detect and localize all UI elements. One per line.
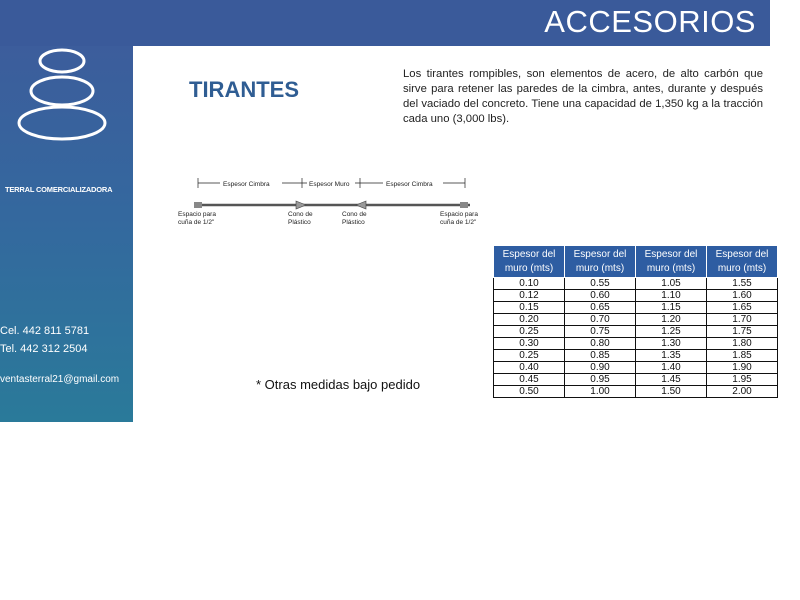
label-espesor-cimbra-right: Espesor Cimbra bbox=[386, 181, 433, 188]
cell-phone: Cel. 442 811 5781 bbox=[0, 325, 90, 337]
header-line2: muro (mts) bbox=[575, 262, 625, 274]
table-cell: 0.65 bbox=[565, 302, 636, 314]
other-sizes-note: * Otras medidas bajo pedido bbox=[256, 377, 421, 392]
table-cell: 0.70 bbox=[565, 314, 636, 326]
header-line2: muro (mts) bbox=[717, 262, 767, 274]
table-header-row bbox=[494, 246, 778, 278]
table-row bbox=[494, 350, 778, 362]
table-cell: 1.35 bbox=[636, 350, 707, 362]
table-cell: 0.25 bbox=[494, 350, 565, 362]
label-cono-1-line2: Plástico bbox=[288, 219, 311, 226]
table-row bbox=[494, 278, 778, 290]
product-description: Los tirantes rompibles, son elementos de acero, de alto carbón que sirve para retener las paredes de la cimbra, antes, durante y después del vaciado del concreto. Tiene una capacidad de 1,350 kg a la tracción cada uno (3,000 lbs). bbox=[403, 68, 763, 125]
table-cell: 1.45 bbox=[636, 374, 707, 386]
table-cell: 0.60 bbox=[565, 290, 636, 302]
label-espacio-right-2: cuña de 1/2" bbox=[440, 219, 477, 226]
table-row bbox=[494, 302, 778, 314]
tie-rod-diagram bbox=[170, 175, 495, 235]
dimensions-table bbox=[493, 245, 778, 398]
table-cell: 0.10 bbox=[494, 278, 565, 290]
table-row bbox=[494, 290, 778, 302]
label-espesor-cimbra-left: Espesor Cimbra bbox=[223, 181, 270, 188]
table-row bbox=[494, 326, 778, 338]
table-cell: 2.00 bbox=[707, 386, 778, 398]
table-cell: 1.10 bbox=[636, 290, 707, 302]
table-cell: 1.60 bbox=[707, 290, 778, 302]
label-espacio-left-2: cuña de 1/2" bbox=[178, 219, 215, 226]
table-header-cell bbox=[494, 246, 565, 278]
table-row bbox=[494, 338, 778, 350]
table-cell: 0.20 bbox=[494, 314, 565, 326]
header-line1: Espesor del bbox=[573, 248, 627, 260]
table-cell: 0.12 bbox=[494, 290, 565, 302]
table-cell: 0.30 bbox=[494, 338, 565, 350]
table-cell: 0.15 bbox=[494, 302, 565, 314]
table-cell: 1.20 bbox=[636, 314, 707, 326]
table-cell: 0.85 bbox=[565, 350, 636, 362]
table-cell: 0.90 bbox=[565, 362, 636, 374]
table-cell: 1.25 bbox=[636, 326, 707, 338]
table-row bbox=[494, 374, 778, 386]
table-header-cell bbox=[565, 246, 636, 278]
header-line2: muro (mts) bbox=[646, 262, 696, 274]
header-line2: muro (mts) bbox=[504, 262, 554, 274]
product-title: TIRANTES bbox=[189, 77, 299, 102]
header-line1: Espesor del bbox=[715, 248, 769, 260]
table-row bbox=[494, 314, 778, 326]
table-cell: 0.75 bbox=[565, 326, 636, 338]
table-cell: 1.90 bbox=[707, 362, 778, 374]
table-cell: 1.00 bbox=[565, 386, 636, 398]
table-row bbox=[494, 386, 778, 398]
table-header-cell bbox=[707, 246, 778, 278]
table-cell: 1.65 bbox=[707, 302, 778, 314]
table-cell: 0.95 bbox=[565, 374, 636, 386]
table-cell: 1.75 bbox=[707, 326, 778, 338]
table-cell: 1.55 bbox=[707, 278, 778, 290]
tel-phone: Tel. 442 312 2504 bbox=[0, 343, 88, 355]
sidebar bbox=[0, 46, 133, 422]
company-logo bbox=[10, 46, 110, 144]
table-cell: 0.55 bbox=[565, 278, 636, 290]
table-cell: 1.70 bbox=[707, 314, 778, 326]
table-cell: 1.85 bbox=[707, 350, 778, 362]
table-cell: 1.95 bbox=[707, 374, 778, 386]
label-espesor-muro: Espesor Muro bbox=[309, 181, 350, 188]
table-cell: 0.45 bbox=[494, 374, 565, 386]
company-name: TERRAL COMERCIALIZADORA bbox=[5, 185, 113, 194]
table-header-cell bbox=[636, 246, 707, 278]
table-row bbox=[494, 362, 778, 374]
table-cell: 1.80 bbox=[707, 338, 778, 350]
page-header-title: ACCESORIOS bbox=[544, 4, 756, 39]
table-cell: 0.50 bbox=[494, 386, 565, 398]
label-cono-2-line1: Cono de bbox=[342, 211, 367, 218]
table-cell: 0.25 bbox=[494, 326, 565, 338]
contact-email: ventasterral21@gmail.com bbox=[0, 374, 120, 385]
table-cell: 0.40 bbox=[494, 362, 565, 374]
label-espacio-left-1: Espacio para bbox=[178, 211, 216, 218]
table-cell: 1.50 bbox=[636, 386, 707, 398]
table-cell: 1.15 bbox=[636, 302, 707, 314]
label-cono-2-line2: Plástico bbox=[342, 219, 365, 226]
table-cell: 0.80 bbox=[565, 338, 636, 350]
table-cell: 1.40 bbox=[636, 362, 707, 374]
header-line1: Espesor del bbox=[644, 248, 698, 260]
header-line1: Espesor del bbox=[502, 248, 556, 260]
label-cono-1-line1: Cono de bbox=[288, 211, 313, 218]
label-espacio-right-1: Espacio para bbox=[440, 211, 478, 218]
table-cell: 1.30 bbox=[636, 338, 707, 350]
table-cell: 1.05 bbox=[636, 278, 707, 290]
header-bar bbox=[0, 0, 770, 46]
